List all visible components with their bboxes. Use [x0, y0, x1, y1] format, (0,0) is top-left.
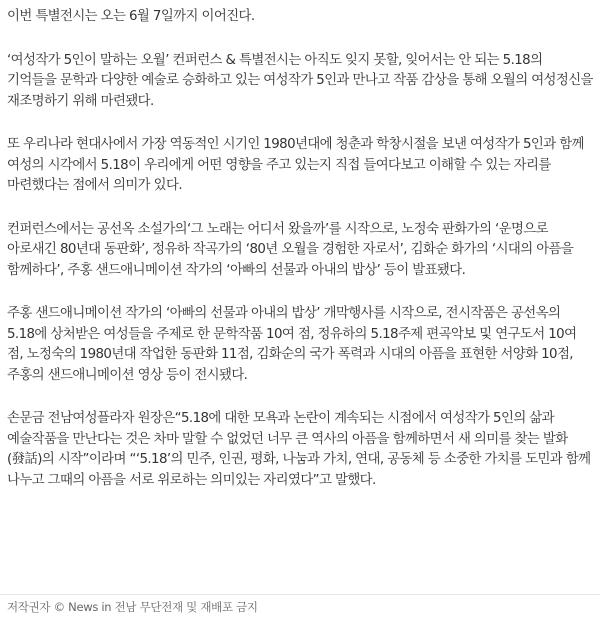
article-paragraph: 주홍 샌드애니메이션 작가의 ‘아빠의 선물과 아내의 밥상’ 개막행사를 시작으로, 전시작품은 공선옥의 5.18에 상처받은 여성들을 주제로 한 문학작품 10여 점, 정유하의 5.18주제 편곡악보 및 연구도서 10여 점, 노정숙의 1980년대 작업한 동판화 11점, 김화순의 국가 폭력과 시대의 아픔을 표현한 서양화 10점, 주홍의 샌드애니메이션 영상 등이 전시됐다.: [7, 306, 577, 383]
article-paragraph: ‘여성작가 5인이 말하는 오월’ 컨퍼런스 & 특별전시는 아직도 잊지 못할, 잊어서는 안 되는 5.18의 기억들을 문학과 다양한 예술로 승화하고 있는 여성작가 5인과 만나고 작품 감상을 통해 오월의 여성정신을 재조명하기 위해 마련됐다.: [7, 52, 593, 109]
article-paragraph: 또 우리나라 현대사에서 가장 역동적인 시기인 1980년대에 청춘과 학창시절을 보낸 여성작가 5인과 함께 여성의 시각에서 5.18이 우리에게 어떤 영향을 주고 있는지 직접 들여다보고 이해할 수 있는 자리를 마련했다는 점에서 의미가 있다.: [7, 137, 584, 193]
article-paragraph: 이번 특별전시는 오는 6월 7일까지 이어진다.: [7, 9, 255, 24]
article-body: [7, 7, 593, 491]
copyright-notice: 저작권자 © News in 전남 무단전재 및 재배포 금지: [7, 600, 258, 614]
article-paragraph: 손문금 전남여성플라자 원장은“5.18에 대한 모욕과 논란이 계속되는 시점에서 여성작가 5인의 삶과 예술작품을 만난다는 것은 차마 말할 수 없었던 너무 큰 역사의 아픔을 함께하면서 새 의미를 찾는 발화(發話)의 시작”이라며 “‘5.18’의 민주, 인권, 평화, 나눔과 가치, 연대, 공동체 등 소중한 가치를 도민과 함께 나누고 그때의 아픔을 서로 위로하는 의미있는 자리였다”고 말했다.: [7, 411, 591, 488]
article-paragraph: 컨퍼런스에서는 공선옥 소설가의‘그 노래는 어디서 왔을까’를 시작으로, 노정숙 판화가의 ‘운명으로 아로새긴 80년대 동판화’, 정유하 작곡가의 ‘80년 오월을 경험한 자로서’, 김화순 화가의 ‘시대의 아픔을 함께하다’, 주홍 샌드애니메이션 작가의 ‘아빠의 선물과 아내의 밥상’ 등이 발표됐다.: [7, 221, 574, 278]
footer-divider: [0, 594, 600, 595]
